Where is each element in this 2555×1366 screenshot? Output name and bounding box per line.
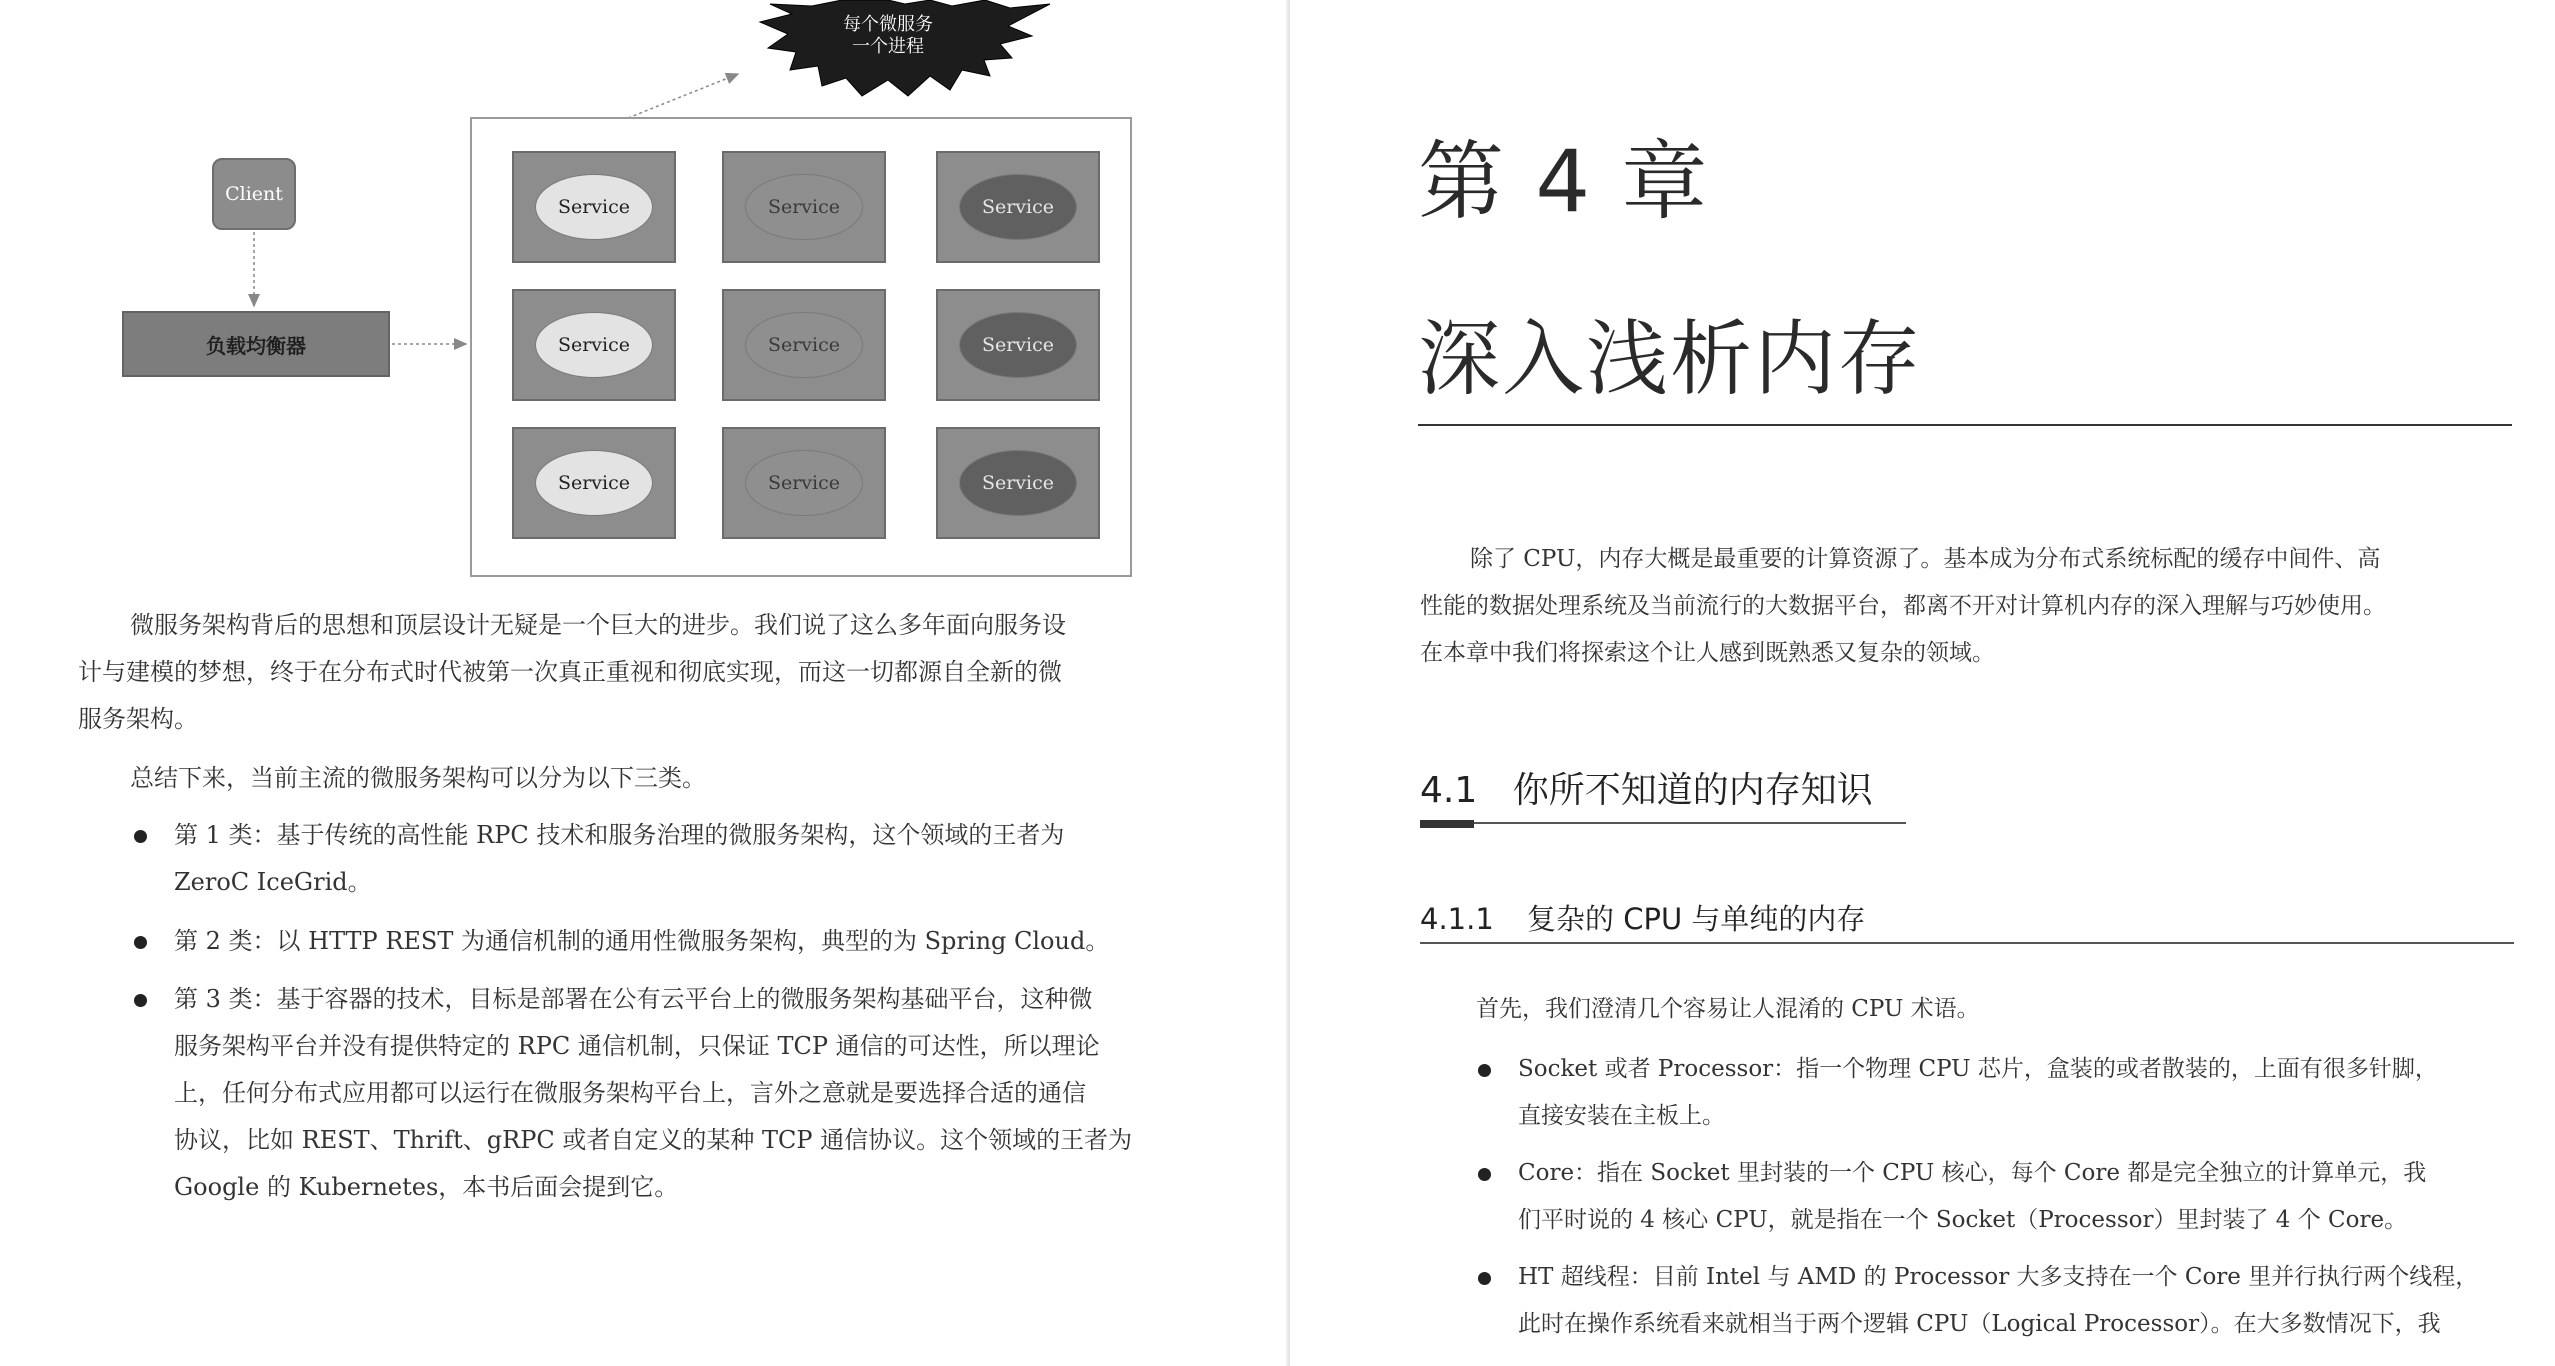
service-label: Service [557, 334, 631, 356]
section-number: 4.1 [1420, 770, 1478, 811]
load-balancer-node [122, 311, 390, 377]
service-cell [936, 427, 1100, 539]
intro-line: 在本章中我们将探索这个让人感到既熟悉又复杂的领域。 [1420, 640, 1995, 666]
lead-paragraph [1476, 986, 1980, 1033]
bullet-line: Socket 或者 Processor：指一个物理 CPU 芯片，盒装的或者散装的，上面有很多针脚， [1518, 1056, 2438, 1082]
service-container [470, 117, 1132, 577]
service-cell [512, 289, 676, 401]
service-cell [512, 427, 676, 539]
intro-line: 除了 CPU，内存大概是最重要的计算资源了。基本成为分布式系统标配的缓存中间件、高 [1470, 546, 2381, 572]
section-rule-accent [1420, 820, 1474, 828]
bullet-item [174, 976, 1132, 1211]
bullet-dot [1478, 1064, 1491, 1077]
load-balancer-label: 负载均衡器 [206, 333, 306, 358]
client-node [212, 158, 296, 230]
client-label: Client [225, 183, 283, 205]
bullet-item [1518, 1046, 2438, 1140]
service-label: Service [767, 334, 841, 356]
service-label: Service [557, 196, 631, 218]
bullet-line: ZeroC IceGrid。 [174, 868, 372, 896]
paragraph-2 [130, 755, 706, 802]
subsection-number: 4.1.1 [1420, 902, 1494, 936]
chapter-title-rule [1418, 424, 2512, 426]
section-rule [1420, 822, 1906, 824]
bullet-line: 上，任何分布式应用都可以运行在微服务架构平台上，言外之意就是要选择合适的通信 [174, 1079, 1086, 1107]
bullet-line: 直接安装在主板上。 [1518, 1103, 1725, 1129]
service-ellipse [535, 450, 653, 516]
bullet-item [1518, 1254, 2478, 1348]
service-cell [936, 151, 1100, 263]
bullet-item [1518, 1150, 2426, 1244]
service-ellipse [959, 312, 1077, 378]
section-heading [1420, 766, 1873, 816]
service-ellipse [745, 174, 863, 240]
burst-label-line-1: 每个微服务 [843, 14, 933, 35]
service-ellipse [959, 174, 1077, 240]
service-label: Service [557, 472, 631, 494]
microservice-diagram [0, 0, 1290, 580]
bullet-line: 此时在操作系统看来就相当于两个逻辑 CPU（Logical Processor）。在大多数情况下，我 [1518, 1311, 2441, 1337]
burst-label-line-2: 一个进程 [852, 36, 924, 57]
intro-line: 性能的数据处理系统及当前流行的大数据平台，都离不开对计算机内存的深入理解与巧妙使用。 [1420, 593, 2386, 619]
burst-label [798, 14, 978, 58]
bullet-line: HT 超线程：目前 Intel 与 AMD 的 Processor 大多支持在一个 Core 里并行执行两个线程， [1518, 1264, 2479, 1290]
service-ellipse [959, 450, 1077, 516]
service-cell [512, 151, 676, 263]
bullet-item [174, 812, 1064, 906]
chapter-intro [1420, 536, 2386, 677]
service-ellipse [745, 312, 863, 378]
service-cell [936, 289, 1100, 401]
chapter-title: 深入浅析内存 [1418, 312, 1923, 407]
subsection-title: 复杂的 CPU 与单纯的内存 [1527, 902, 1866, 936]
bullet-line: Core：指在 Socket 里封装的一个 CPU 核心，每个 Core 都是完全独立的计算单元，我 [1518, 1160, 2427, 1186]
bullet-dot [1478, 1272, 1491, 1285]
service-label: Service [767, 472, 841, 494]
bullet-item [174, 918, 1109, 965]
bullet-dot [134, 994, 147, 1007]
bullet-line: Google 的 Kubernetes，本书后面会提到它。 [174, 1173, 679, 1201]
lead-line: 首先，我们澄清几个容易让人混淆的 CPU 术语。 [1476, 996, 1980, 1022]
subsection-rule [1420, 942, 2514, 944]
service-ellipse [535, 174, 653, 240]
bullet-line: 服务架构平台并没有提供特定的 RPC 通信机制，只保证 TCP 通信的可达性，所以理论 [174, 1032, 1100, 1060]
arrow-container-to-burst [628, 74, 738, 118]
service-ellipse [745, 450, 863, 516]
paragraph-1 [78, 602, 1066, 743]
chapter-number: 第 4 章 [1418, 132, 1710, 232]
service-cell [722, 427, 886, 539]
paragraph-line: 总结下来，当前主流的微服务架构可以分为以下三类。 [130, 764, 706, 792]
service-ellipse [535, 312, 653, 378]
bullet-dot [134, 830, 147, 843]
paragraph-line: 服务架构。 [78, 705, 198, 733]
bullet-line: 第 1 类：基于传统的高性能 RPC 技术和服务治理的微服务架构，这个领域的王者为 [174, 821, 1065, 849]
service-label: Service [981, 334, 1055, 356]
service-label: Service [981, 196, 1055, 218]
service-label: Service [981, 472, 1055, 494]
service-label: Service [767, 196, 841, 218]
bullet-line: 们平时说的 4 核心 CPU，就是指在一个 Socket（Processor）里封装了 4 个 Core。 [1518, 1207, 2408, 1233]
paragraph-line: 计与建模的梦想，终于在分布式时代被第一次真正重视和彻底实现，而这一切都源自全新的微 [78, 658, 1062, 686]
subsection-heading [1420, 898, 1865, 940]
service-cell [722, 289, 886, 401]
bullet-line: 第 2 类：以 HTTP REST 为通信机制的通用性微服务架构，典型的为 Spring Cloud。 [174, 927, 1110, 955]
section-title: 你所不知道的内存知识 [1512, 770, 1873, 811]
bullet-dot [134, 936, 147, 949]
paragraph-line: 微服务架构背后的思想和顶层设计无疑是一个巨大的进步。我们说了这么多年面向服务设 [130, 611, 1066, 639]
service-cell [722, 151, 886, 263]
bullet-line: 协议，比如 REST、Thrift、gRPC 或者自定义的某种 TCP 通信协议。这个领域的王者为 [174, 1126, 1133, 1154]
bullet-dot [1478, 1168, 1491, 1181]
bullet-line: 第 3 类：基于容器的技术，目标是部署在公有云平台上的微服务架构基础平台，这种微 [174, 985, 1093, 1013]
